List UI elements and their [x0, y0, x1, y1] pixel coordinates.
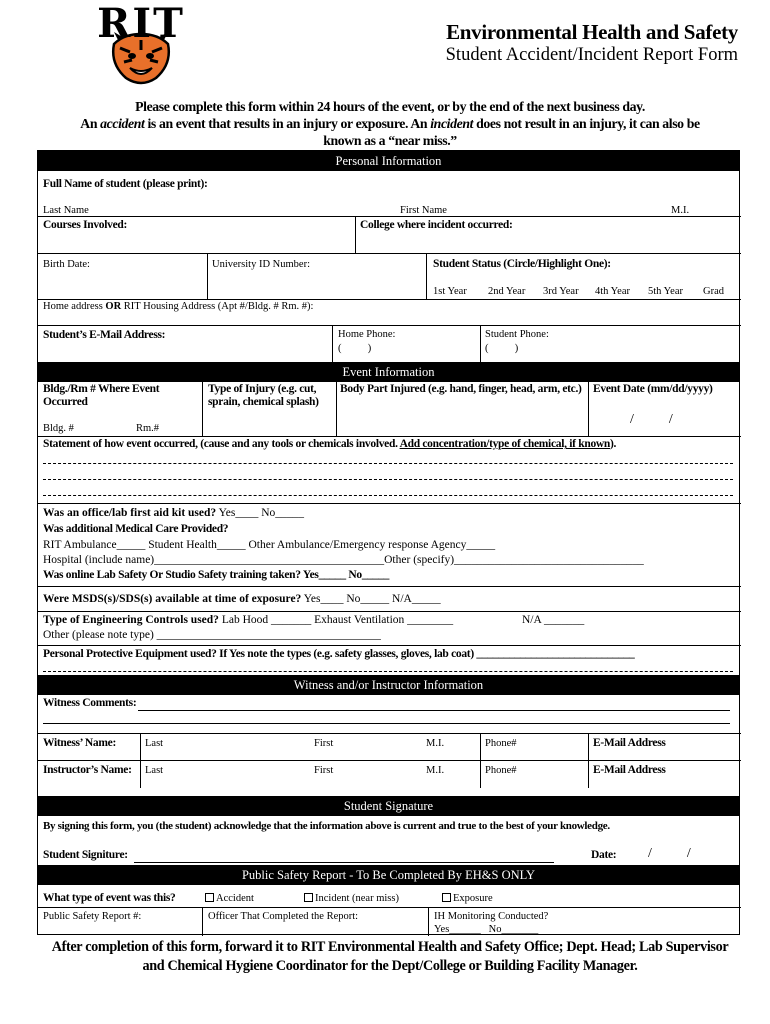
- statement-chemical-note: Add concentration/type of chemical, if known: [399, 438, 610, 450]
- witness-first-field[interactable]: First: [314, 738, 334, 749]
- divider: [332, 325, 333, 362]
- courses-field[interactable]: Courses Involved:: [43, 219, 128, 231]
- first-aid-options[interactable]: Yes____ No_____: [216, 507, 305, 519]
- engineering-controls-label: Type of Engineering Controls used?: [43, 614, 219, 626]
- ppe-line[interactable]: [43, 671, 733, 672]
- home-address-field[interactable]: [43, 300, 313, 313]
- divider: [38, 611, 741, 612]
- divider: [202, 382, 203, 436]
- report-form: [37, 150, 740, 935]
- divider: [38, 216, 741, 217]
- intro-text: does not result in an injury, it can also be: [473, 116, 700, 131]
- status-option-grad[interactable]: Grad: [703, 286, 724, 297]
- event-type-label: What type of event was this?: [43, 892, 176, 904]
- divider: [207, 253, 208, 299]
- statement-line[interactable]: [43, 463, 733, 464]
- intro-text: An: [80, 116, 101, 131]
- incident-checkbox[interactable]: [304, 893, 313, 902]
- full-name-label: Full Name of student (please print):: [43, 178, 208, 190]
- instructions-line-1: Please complete this form within 24 hours of the event, or by the end of the next business day.: [135, 99, 645, 114]
- instructor-phone-field[interactable]: Phone#: [485, 765, 517, 776]
- student-status-label: Student Status (Circle/Highlight One):: [433, 258, 611, 270]
- witness-mi-field[interactable]: M.I.: [426, 738, 445, 749]
- msds-question: [43, 593, 441, 606]
- college-field[interactable]: College where incident occurred:: [360, 219, 513, 231]
- divider: [38, 253, 741, 254]
- statement-line[interactable]: [43, 495, 733, 496]
- divider: [38, 436, 741, 437]
- hospital-field[interactable]: Hospital (include name)________________________________________Other (specify)_________________________________: [43, 554, 644, 566]
- divider: [426, 253, 427, 299]
- statement-line[interactable]: [43, 479, 733, 480]
- accident-option[interactable]: [205, 892, 254, 905]
- instructions-line-2: [30, 115, 750, 132]
- footer-instructions: [20, 938, 760, 976]
- engineering-na-option[interactable]: N/A _______: [522, 614, 585, 626]
- event-date-label: Event Date (mm/dd/yyyy): [593, 383, 713, 395]
- student-signature-line[interactable]: [134, 862, 554, 863]
- footer-line-1: After completion of this form, forward it to RIT Environmental Health and Safety Office; Dept. Head; Lab Supervisor: [51, 939, 729, 955]
- first-name-label[interactable]: First Name: [400, 205, 447, 216]
- incident-option[interactable]: [304, 892, 399, 905]
- section-bar-personal: Personal Information: [38, 151, 739, 171]
- student-phone-label: Student Phone:: [485, 329, 549, 340]
- instructor-last-field[interactable]: Last: [145, 765, 164, 776]
- divider: [38, 586, 741, 587]
- page-subtitle: Student Accident/Incident Report Form: [445, 45, 738, 65]
- statement-label: [43, 438, 616, 451]
- divider: [38, 733, 741, 734]
- witness-comments-line[interactable]: [138, 710, 730, 711]
- bldg-room-label: Bldg./Rm # Where Event Occurred: [43, 383, 160, 408]
- witness-email-field[interactable]: E-Mail Address: [593, 737, 666, 749]
- event-date-field[interactable]: / /: [630, 412, 673, 427]
- medical-care-options[interactable]: RIT Ambulance_____ Student Health_____ Other Ambulance/Emergency response Agency_____: [43, 539, 496, 551]
- exposure-option-label: Exposure: [453, 893, 493, 904]
- student-phone-field[interactable]: ( ): [485, 343, 519, 354]
- student-signature-label: Student Signiture:: [43, 849, 128, 861]
- instructor-mi-field[interactable]: M.I.: [426, 765, 445, 776]
- incident-option-label: Incident (near miss): [315, 893, 399, 904]
- body-part-field[interactable]: Body Part Injured (e.g. hand, finger, head, arm, etc.): [340, 383, 582, 395]
- status-option-4th-year[interactable]: 4th Year: [595, 286, 631, 297]
- instructions-line-3: known as a “near miss.”: [323, 133, 457, 148]
- statement-text: ).: [610, 438, 617, 450]
- page-title: Environmental Health and Safety: [446, 20, 738, 44]
- divider: [38, 503, 741, 504]
- section-bar-event: Event Information: [38, 362, 739, 382]
- birth-date-field[interactable]: Birth Date:: [43, 259, 90, 270]
- statement-text: Statement of how event occurred, (cause and any tools or chemicals involved.: [43, 438, 400, 450]
- divider: [38, 907, 741, 908]
- status-option-5th-year[interactable]: 5th Year: [648, 286, 684, 297]
- officer-field[interactable]: Officer That Completed the Report:: [208, 911, 359, 922]
- last-name-label[interactable]: Last Name: [43, 205, 89, 216]
- witness-comments-line[interactable]: [43, 723, 730, 724]
- home-address-or: OR: [105, 301, 122, 312]
- first-aid-question: [43, 507, 304, 520]
- housing-address-label: RIT Housing Address (Apt #/Bldg. # Rm. #):: [121, 301, 314, 312]
- section-bar-signature: Student Signature: [38, 796, 739, 816]
- room-number-field[interactable]: Rm.#: [136, 423, 160, 434]
- divider: [588, 382, 589, 436]
- engineering-controls-question: [43, 614, 453, 627]
- university-id-field[interactable]: University ID Number:: [212, 259, 310, 270]
- mi-label[interactable]: M.I.: [671, 205, 690, 216]
- msds-options[interactable]: Yes____ No_____ N/A_____: [301, 593, 441, 605]
- medical-care-label: Was additional Medical Care Provided?: [43, 523, 229, 535]
- student-email-field[interactable]: Student’s E-Mail Address:: [43, 329, 166, 341]
- first-aid-label: Was an office/lab first aid kit used?: [43, 507, 217, 519]
- instructor-name-label: Instructor’s Name:: [43, 764, 132, 776]
- intro-text: is an event that results in an injury or exposure. An: [144, 116, 431, 131]
- intro-accident-term: accident: [100, 116, 145, 131]
- status-option-3rd-year[interactable]: 3rd Year: [543, 286, 579, 297]
- section-bar-public-safety: Public Safety Report - To Be Completed By EH&S ONLY: [38, 865, 739, 885]
- logo-text: RIT: [97, 0, 185, 47]
- instructor-email-field[interactable]: E-Mail Address: [593, 764, 666, 776]
- ppe-field[interactable]: Personal Protective Equipment used? If Yes note the types (e.g. safety glasses, gloves, lab coat) _____________________________: [43, 648, 635, 660]
- acknowledgement-text: By signing this form, you (the student) acknowledge that the information above is current and true to the best of your knowledge.: [43, 820, 610, 832]
- divider: [38, 760, 741, 761]
- training-question[interactable]: Was online Lab Safety Or Studio Safety training taken? Yes_____ No_____: [43, 569, 390, 581]
- ih-monitoring-label: IH Monitoring Conducted?: [434, 911, 549, 922]
- accident-option-label: Accident: [216, 893, 254, 904]
- witness-comments-label: Witness Comments:: [43, 697, 137, 709]
- footer-line-2: and Chemical Hygiene Coordinator for the Dept/College or Building Facility Manager.: [142, 958, 638, 974]
- intro-incident-term: incident: [430, 116, 474, 131]
- home-phone-label: Home Phone:: [338, 329, 396, 340]
- divider: [336, 382, 337, 436]
- instructor-first-field[interactable]: First: [314, 765, 334, 776]
- signature-date-label: Date:: [591, 849, 617, 861]
- rit-tiger-logo: [96, 0, 186, 84]
- divider: [355, 216, 356, 253]
- exposure-option[interactable]: [442, 892, 493, 905]
- divider: [38, 645, 741, 646]
- msds-label: Were MSDS(s)/SDS(s) available at time of exposure?: [43, 593, 302, 605]
- witness-phone-field[interactable]: Phone#: [485, 738, 517, 749]
- witness-last-field[interactable]: Last: [145, 738, 164, 749]
- divider: [38, 325, 741, 326]
- engineering-controls-options[interactable]: Lab Hood _______ Exhaust Ventilation ________: [218, 614, 454, 626]
- section-bar-witness: Witness and/or Instructor Information: [38, 675, 739, 695]
- divider: [480, 325, 481, 362]
- status-option-1st-year[interactable]: 1st Year: [433, 286, 467, 297]
- divider: [202, 907, 203, 936]
- home-phone-field[interactable]: ( ): [338, 343, 372, 354]
- status-option-2nd-year[interactable]: 2nd Year: [488, 286, 526, 297]
- signature-date-field[interactable]: / /: [648, 846, 691, 861]
- divider: [428, 907, 429, 936]
- instructions: [30, 98, 750, 149]
- bldg-number-field[interactable]: Bldg. #: [43, 423, 74, 434]
- accident-checkbox[interactable]: [205, 893, 214, 902]
- witness-name-label: Witness’ Name:: [43, 737, 116, 749]
- exposure-checkbox[interactable]: [442, 893, 451, 902]
- public-safety-report-field[interactable]: Public Safety Report #:: [43, 911, 142, 922]
- injury-type-field[interactable]: Type of Injury (e.g. cut, sprain, chemical splash): [208, 383, 319, 408]
- engineering-other-field[interactable]: Other (please note type) _______________________________________: [43, 629, 381, 641]
- home-address-label: Home address: [43, 301, 106, 312]
- ih-monitoring-options[interactable]: Yes______ No_______: [434, 924, 539, 935]
